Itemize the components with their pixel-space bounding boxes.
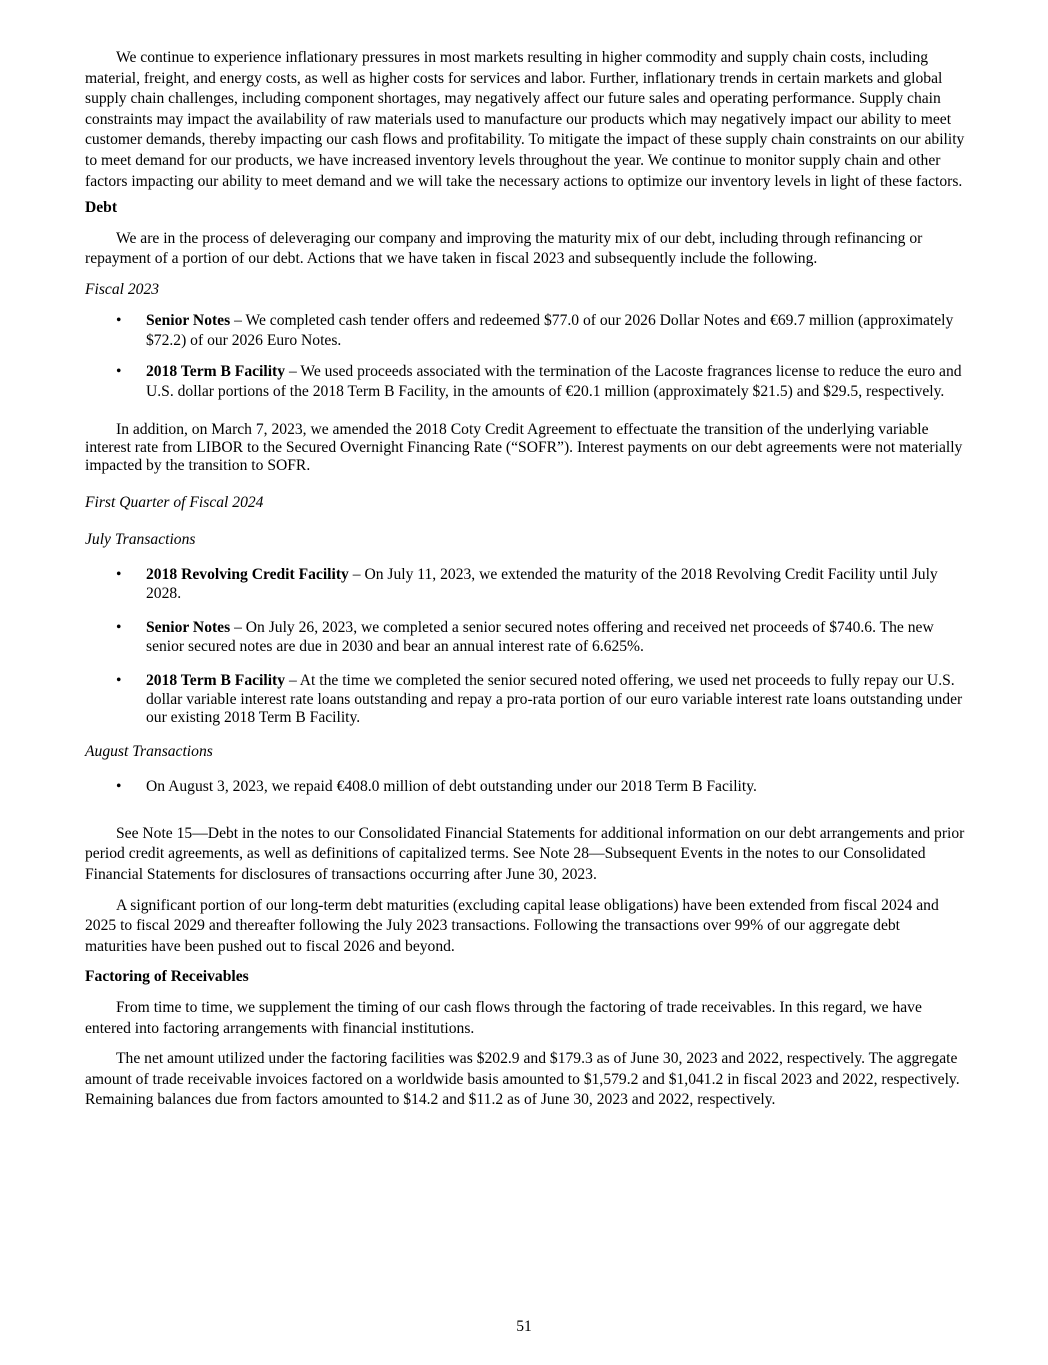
bullet-icon: •	[116, 672, 122, 690]
document-page	[85, 48, 965, 1111]
inflation-paragraph: We continue to experience inflationary pressures in most markets resulting in higher commodity and supply chain costs, including material, freight, and energy costs, as well as higher costs for services and labor. Further, inflationary trends in certain markets and global supply chain challenges, including component shortages, may negatively affect our future sales and operating performance. Supply chain constraints may impact the availability of raw materials used to manufacture our products which may negatively impact our ability to meet customer demands, thereby impacting our cash flows and profitability. To mitigate the impact of these supply chain constraints on our ability to meet demand for our products, we have increased inventory levels throughout the year. We continue to monitor supply chain and other factors impacting our ability to meet demand and we will take the necessary actions to optimize our inventory levels in light of these factors.	[85, 49, 965, 190]
factoring-paragraph-2: The net amount utilized under the factoring facilities was $202.9 and $179.3 as of June 30, 2023 and 2022, respectively. The aggregate amount of trade receivable invoices factored on a worldwide basis amounted to $1,579.2 and $1,041.2 in fiscal 2023 and 2022, respectively. Remaining balances due from factors amounted to $14.2 and $11.2 as of June 30, 2023 and 2022, respectively.	[85, 1050, 960, 1109]
item-text: – At the time we completed the senior secured noted offering, we used net proceeds to fully repay our U.S. dollar variable interest rate loans outstanding and repay a pro-rata portion of our euro variable interest rate loans outstanding under our existing 2018 Term B Facility.	[146, 672, 963, 727]
fiscal-2023-list	[85, 311, 965, 403]
bullet-icon: •	[116, 619, 122, 637]
list-item	[85, 777, 965, 798]
item-text: – We completed cash tender offers and redeemed $77.0 of our 2026 Dollar Notes and €69.7 million (approximately $72.2) of our 2026 Euro Notes.	[146, 311, 954, 350]
debt-heading: Debt	[85, 199, 118, 217]
item-text: On August 3, 2023, we repaid €408.0 million of debt outstanding under our 2018 Term B Facility.	[146, 778, 757, 796]
july-transactions-list	[85, 566, 965, 728]
item-term: Senior Notes	[146, 619, 231, 637]
bullet-icon: •	[116, 362, 122, 380]
august-transactions-list	[85, 777, 965, 798]
list-item	[85, 311, 965, 352]
item-term: 2018 Term B Facility	[146, 672, 286, 690]
first-quarter-heading: First Quarter of Fiscal 2024	[85, 493, 264, 511]
factoring-paragraph-1: From time to time, we supplement the timing of our cash flows through the factoring of trade receivables. In this regard, we have entered into factoring arrangements with financial institutions.	[85, 998, 922, 1037]
list-item	[85, 362, 965, 403]
debt-maturity-paragraph: A significant portion of our long-term debt maturities (excluding capital lease obligations) have been extended from fiscal 2024 and 2025 to fiscal 2029 and thereafter following the July 2023 transactions. Following the transactions over 99% of our aggregate debt maturities have been pushed out to fiscal 2026 and beyond.	[85, 896, 939, 955]
bullet-icon: •	[116, 311, 122, 329]
bullet-icon: •	[116, 778, 122, 796]
july-transactions-heading: July Transactions	[85, 530, 196, 548]
factoring-heading: Factoring of Receivables	[85, 968, 249, 986]
item-text: – On July 11, 2023, we extended the maturity of the 2018 Revolving Credit Facility until July 2028.	[146, 566, 938, 602]
bullet-icon: •	[116, 566, 122, 584]
note-reference-paragraph: See Note 15—Debt in the notes to our Consolidated Financial Statements for additional information on our debt arrangements and prior period credit agreements, as well as definitions of capitalized terms. See Note 28—Subsequent Events in the notes to our Consolidated Financial Statements for disclosures of transactions occurring after June 30, 2023.	[85, 824, 965, 883]
item-text: – We used proceeds associated with the termination of the Lacoste fragrances license to reduce the euro and U.S. dollar portions of the 2018 Term B Facility, in the amounts of €20.1 million (approximately $21.5) and $29.5, respectively.	[146, 362, 962, 401]
august-transactions-heading: August Transactions	[85, 742, 213, 760]
list-item	[85, 566, 965, 603]
page-number: 51	[516, 1318, 532, 1335]
item-term: Senior Notes	[146, 311, 231, 329]
debt-intro-paragraph: We are in the process of deleveraging our company and improving the maturity mix of our debt, including through refinancing or repayment of a portion of our debt. Actions that we have taken in fiscal 2023 and subsequently include the following.	[85, 229, 923, 268]
fiscal-2023-heading: Fiscal 2023	[85, 280, 160, 298]
sofr-paragraph: In addition, on March 7, 2023, we amended the 2018 Coty Credit Agreement to effectuate the transition of the underlying variable interest rate from LIBOR to the Secured Overnight Financing Rate (“SOFR”). Interest payments on our debt agreements were not materially impacted by the transition to SOFR.	[85, 420, 963, 474]
list-item	[85, 672, 965, 728]
item-text: – On July 26, 2023, we completed a senior secured notes offering and received net proceeds of $740.6. The new senior secured notes are due in 2030 and bear an annual interest rate of 6.625%.	[146, 619, 934, 655]
list-item	[85, 619, 965, 656]
item-term: 2018 Term B Facility	[146, 362, 286, 380]
item-term: 2018 Revolving Credit Facility	[146, 566, 349, 584]
